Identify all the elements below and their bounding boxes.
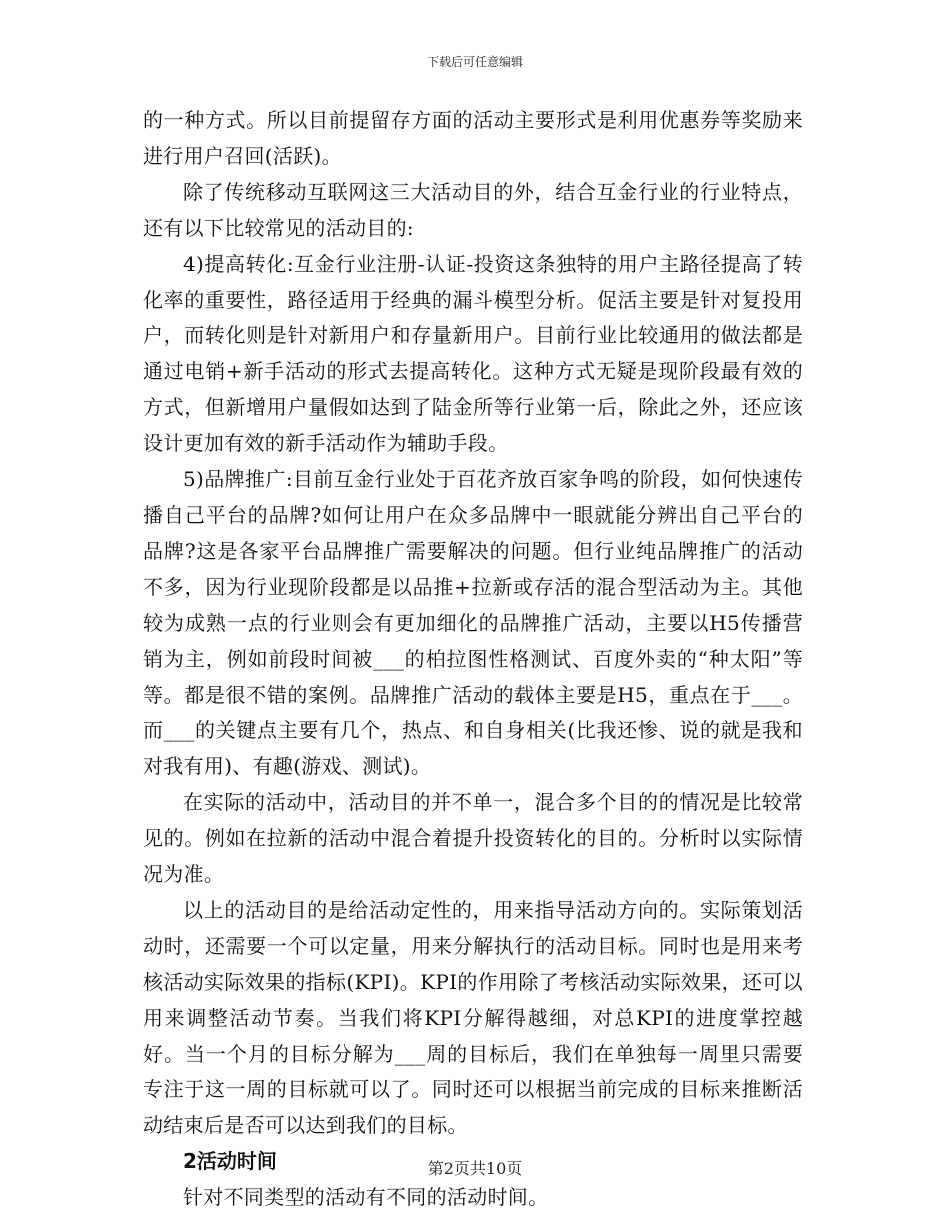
paragraph-3: 4)提高转化:互金行业注册-认证-投资这条独特的用户主路径提高了转化率的重要性，路径适用于经典的漏斗模型分析。促活主要是针对复投用户，而转化则是针对新用户和存量新用户。目前行业比较通用的做法都是通过电销+新手活动的形式去提高转化。这种方式无疑是现阶段最有效的方式，但新增用户量假如达到了陆金所等行业第一后，除此之外，还应该设计更加有效的新手活动作为辅助手段。: [143, 251, 803, 456]
paragraph-7: 针对不同类型的活动有不同的活动时间。: [183, 1185, 549, 1210]
paragraph-2: 除了传统移动互联网这三大活动目的外，结合互金行业的行业特点，还有以下比较常见的活动目的:: [143, 179, 803, 240]
section-heading: 2活动时间: [183, 1149, 277, 1174]
paragraph-4: 5)品牌推广:目前互金行业处于百花齐放百家争鸣的阶段，如何快速传播自己平台的品牌?如何让用户在众多品牌中一眼就能分辨出自己平台的品牌?这是各家平台品牌推广需要解决的问题。但行业纯品牌推广的活动不多，因为行业现阶段都是以品推+拉新或存活的混合型活动为主。其他较为成熟一点的行业则会有更加细化的品牌推广活动，主要以H5传播营销为主，例如前段时间被___的柏拉图性格测试、百度外卖的“种太阳”等等。都是很不错的案例。品牌推广活动的载体主要是H5，重点在于___。而___的关键点主要有几个，热点、和自身相关(比我还惨、说的就是我和对我有用)、有趣(游戏、测试)。: [143, 467, 803, 779]
paragraph-5: 在实际的活动中，活动目的并不单一，混合多个目的的情况是比较常见的。例如在拉新的活动中混合着提升投资转化的目的。分析时以实际情况为准。: [143, 790, 803, 887]
document-body: [143, 103, 803, 1216]
page-number: 第2页共10页: [427, 1159, 523, 1178]
paragraph-1: 的一种方式。所以目前提留存方面的活动主要形式是利用优惠券等奖励来进行用户召回(活跃)。: [143, 108, 803, 168]
paragraph-6: 以上的活动目的是给活动定性的，用来指导活动方向的。实际策划活动时，还需要一个可以定量，用来分解执行的活动目标。同时也是用来考核活动实际效果的指标(KPI)。KPI的作用除了考核活动实际效果，还可以用来调整活动节奏。当我们将KPI分解得越细，对总KPI的进度掌控越好。当一个月的目标分解为___周的目标后，我们在单独每一周里只需要专注于这一周的目标就可以了。同时还可以根据当前完成的目标来推断活动结束后是否可以达到我们的目标。: [143, 897, 803, 1138]
page-header-note: 下载后可任意编辑: [426, 55, 523, 69]
